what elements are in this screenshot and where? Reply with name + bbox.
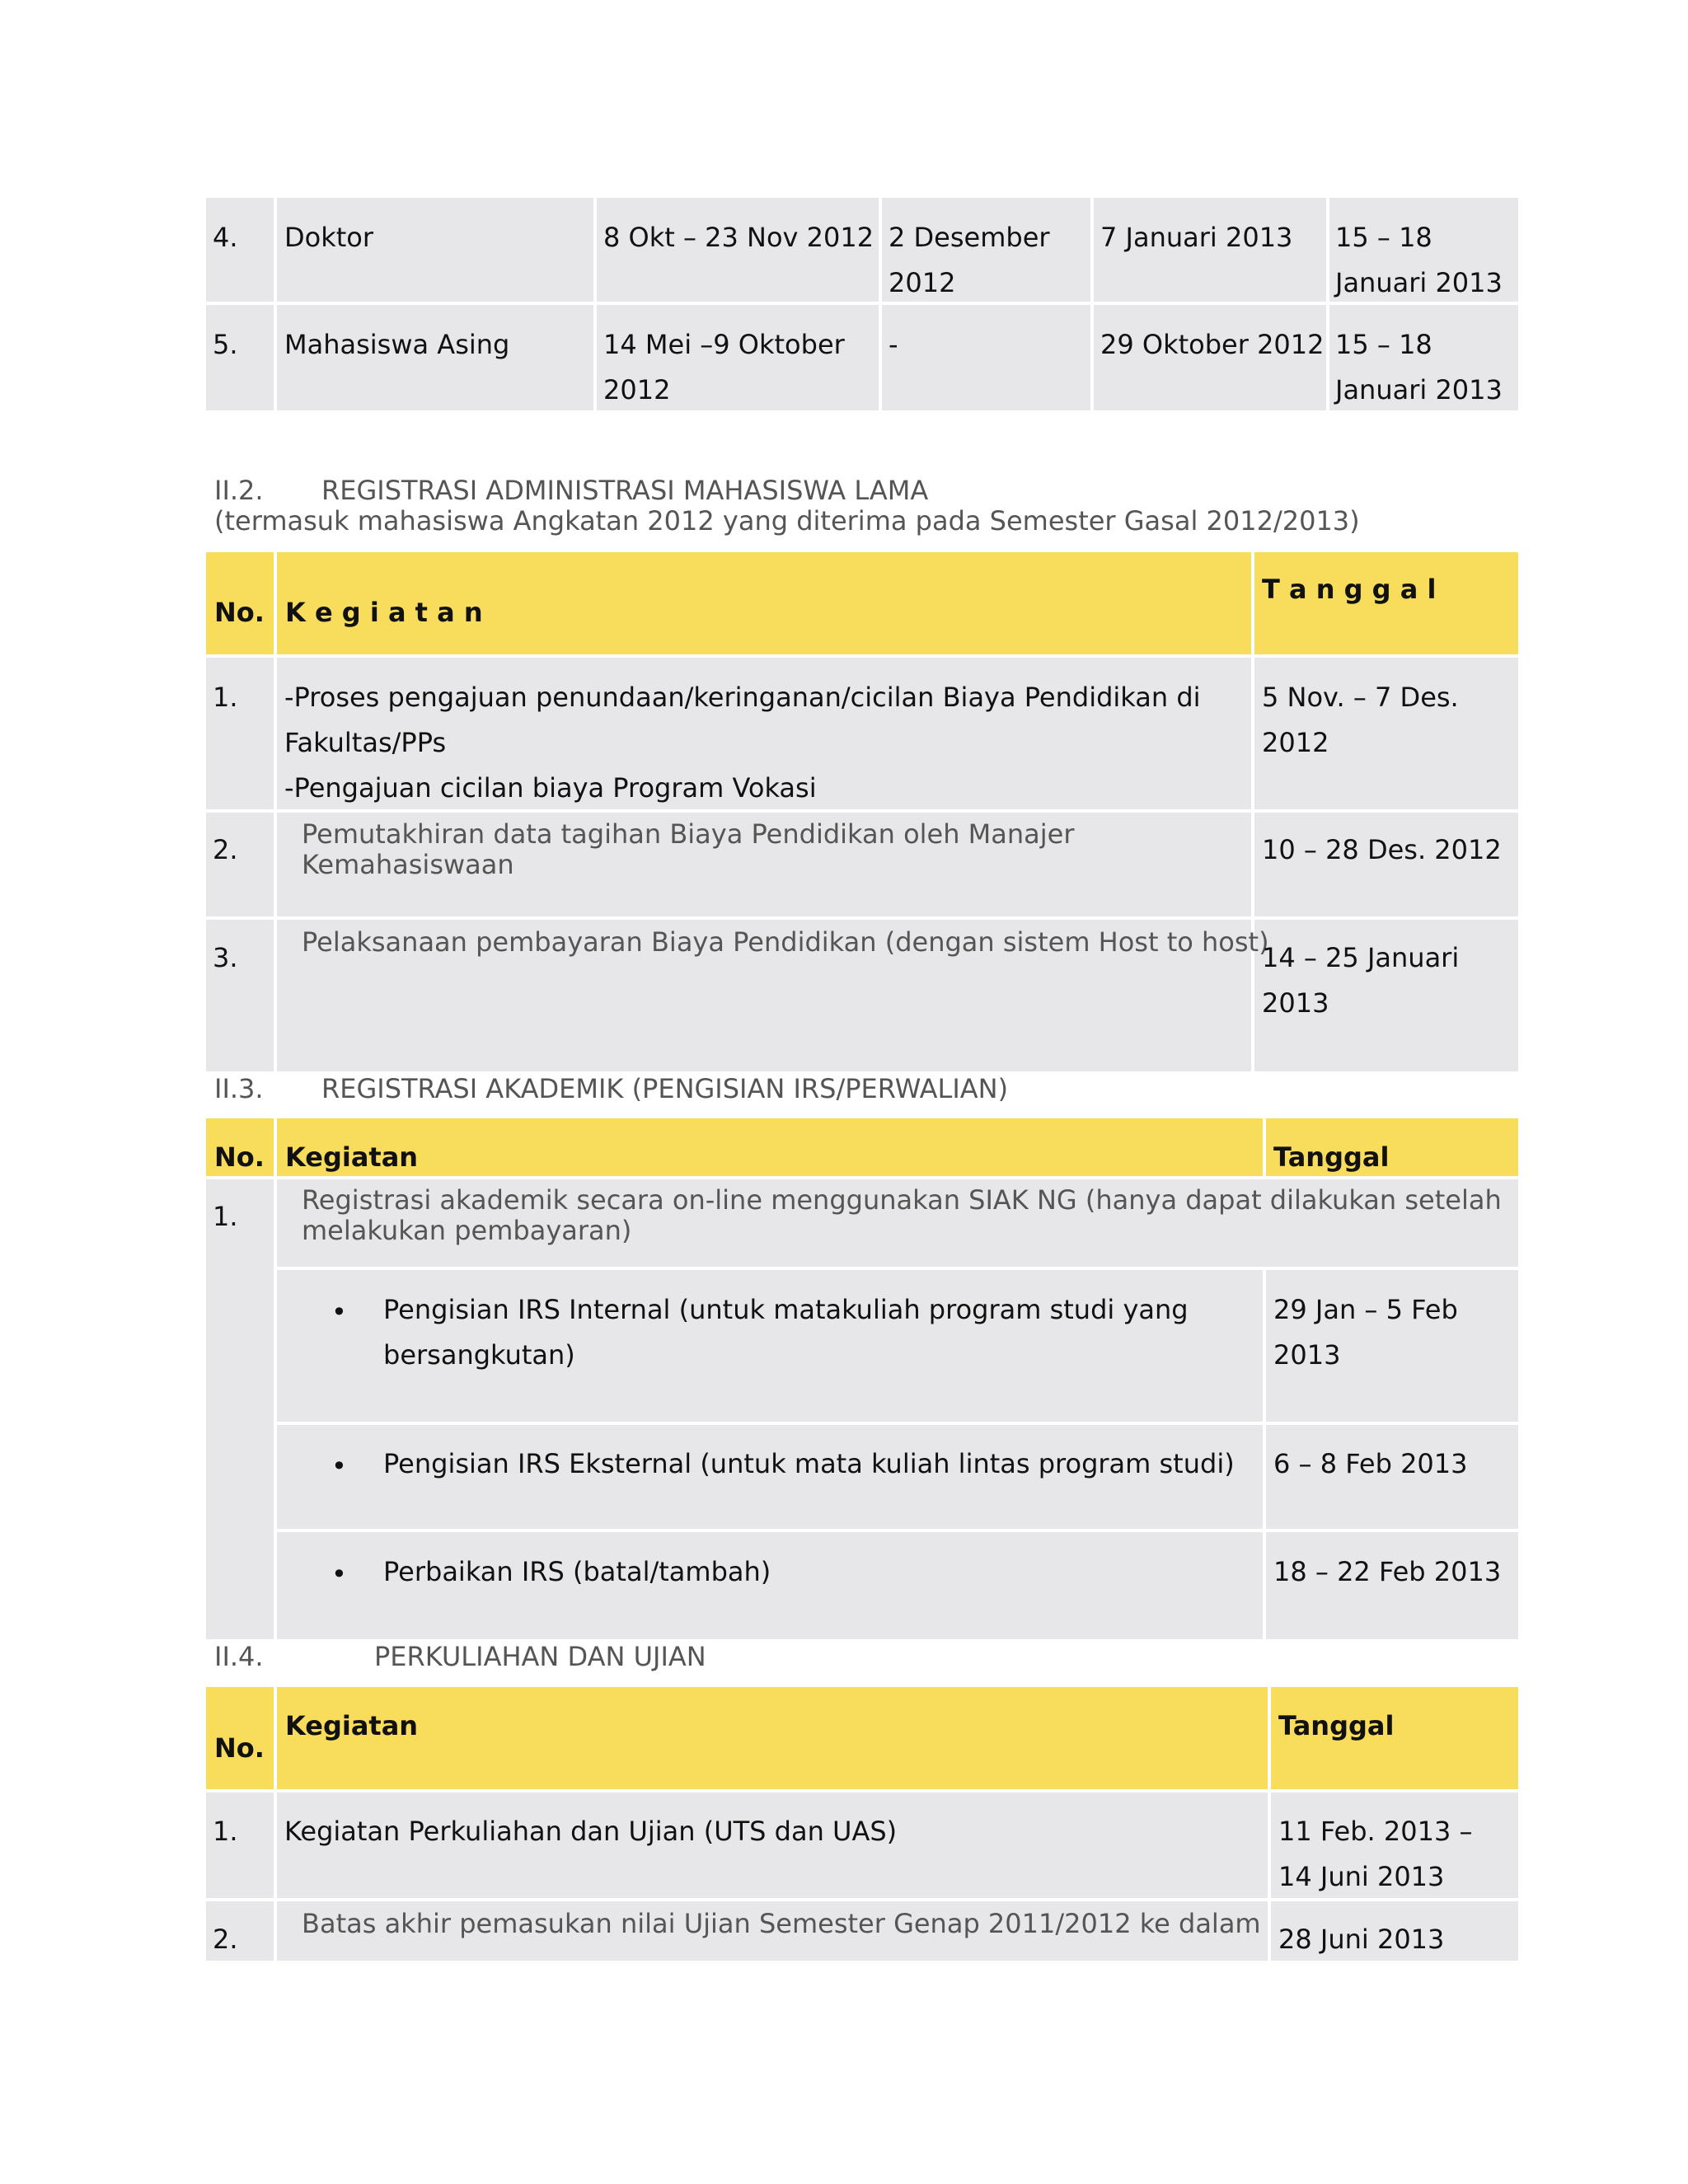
activity-text: Pelaksanaan pembayaran Biaya Pendidikan (dengan sistem Host to host): [302, 926, 1269, 958]
date-text: 10 – 28 Des. 2012: [1262, 834, 1502, 865]
activity-text: Pengisian IRS Internal (untuk matakuliah program studi yang: [383, 1294, 1189, 1325]
date-text: 2013: [1273, 1339, 1341, 1371]
date-text: 5 Nov. – 7 Des.: [1262, 682, 1459, 713]
registration-date: Januari 2013: [1335, 374, 1503, 405]
activity-text: Kemahasiswaan: [302, 849, 514, 880]
announcement-date: 29 Oktober 2012: [1100, 329, 1325, 360]
registration-date: 15 – 18: [1335, 222, 1432, 253]
program-name: Doktor: [284, 222, 374, 253]
activity-text: -Pengajuan cicilan biaya Program Vokasi: [284, 772, 817, 804]
date-text: 2013: [1262, 987, 1329, 1019]
table-header-cell: [277, 1687, 1268, 1789]
date-text: 11 Feb. 2013 –: [1278, 1816, 1473, 1847]
header-no: No.: [214, 1732, 265, 1764]
registration-date: 15 – 18: [1335, 329, 1432, 360]
header-activity: Kegiatan: [285, 1141, 419, 1173]
activity-text: Fakultas/PPs: [284, 727, 447, 758]
activity-text: Pengisian IRS Eksternal (untuk mata kuliah lintas program studi): [383, 1448, 1235, 1479]
header-date: Tanggal: [1273, 1141, 1390, 1173]
bullet-icon: •: [331, 1296, 347, 1328]
row-number: 2.: [213, 1924, 238, 1955]
header-activity: Kegiatan: [285, 1710, 419, 1741]
row-number: 2.: [213, 834, 238, 865]
date-text: 14 – 25 Januari: [1262, 942, 1460, 973]
announcement-date: 7 Januari 2013: [1100, 222, 1293, 253]
date-text: 28 Juni 2013: [1278, 1924, 1445, 1955]
registration-period: 8 Okt – 23 Nov 2012: [603, 222, 874, 253]
activity-text: bersangkutan): [383, 1339, 575, 1371]
test-date: -: [889, 329, 898, 360]
registration-period: 2012: [603, 374, 671, 405]
section-number: II.2.: [214, 475, 264, 506]
activity-text: Perbaikan IRS (batal/tambah): [383, 1556, 771, 1587]
bullet-icon: •: [331, 1558, 347, 1590]
date-text: 29 Jan – 5 Feb: [1273, 1294, 1458, 1325]
row-number: 5.: [213, 329, 238, 360]
row-number: 3.: [213, 942, 238, 973]
row-number: 1.: [213, 682, 238, 713]
activity-text: Batas akhir pemasukan nilai Ujian Semester Genap 2011/2012 ke dalam: [302, 1908, 1261, 1939]
header-no: No.: [214, 597, 265, 628]
activity-text: Pemutakhiran data tagihan Biaya Pendidikan oleh Manajer: [302, 818, 1075, 850]
header-no: No.: [214, 1141, 265, 1173]
row-number: 1.: [213, 1816, 238, 1847]
section-number: II.4.: [214, 1641, 264, 1672]
section-number: II.3.: [214, 1073, 264, 1104]
header-date: T a n g g a l: [1262, 574, 1437, 605]
section-title: REGISTRASI AKADEMIK (PENGISIAN IRS/PERWALIAN): [321, 1073, 1009, 1104]
date-text: 6 – 8 Feb 2013: [1273, 1448, 1468, 1479]
registration-period: 14 Mei –9 Oktober: [603, 329, 845, 360]
activity-text: -Proses pengajuan penundaan/keringanan/cicilan Biaya Pendidikan di: [284, 682, 1201, 713]
test-date: 2 Desember: [889, 222, 1050, 253]
header-activity: K e g i a t a n: [285, 597, 483, 628]
bullet-icon: •: [331, 1451, 347, 1482]
table-cell: [206, 1179, 274, 1639]
date-text: 18 – 22 Feb 2013: [1273, 1556, 1502, 1587]
section-title: REGISTRASI ADMINISTRASI MAHASISWA LAMA: [321, 475, 929, 506]
program-name: Mahasiswa Asing: [284, 329, 510, 360]
registration-date: Januari 2013: [1335, 267, 1503, 298]
row-number: 1.: [213, 1201, 238, 1232]
activity-text: melakukan pembayaran): [302, 1215, 632, 1246]
section-subtitle: (termasuk mahasiswa Angkatan 2012 yang diterima pada Semester Gasal 2012/2013): [214, 505, 1360, 537]
table-cell: [882, 305, 1090, 410]
test-date: 2012: [889, 267, 956, 298]
header-date: Tanggal: [1278, 1710, 1395, 1741]
date-text: 14 Juni 2013: [1278, 1861, 1445, 1892]
row-number: 4.: [213, 222, 238, 253]
table-header-cell: [277, 1118, 1263, 1176]
activity-text: Registrasi akademik secara on-line menggunakan SIAK NG (hanya dapat dilakukan setelah: [302, 1184, 1502, 1216]
activity-text: Kegiatan Perkuliahan dan Ujian (UTS dan UAS): [284, 1816, 898, 1847]
section-title: PERKULIAHAN DAN UJIAN: [374, 1641, 706, 1672]
date-text: 2012: [1262, 727, 1329, 758]
